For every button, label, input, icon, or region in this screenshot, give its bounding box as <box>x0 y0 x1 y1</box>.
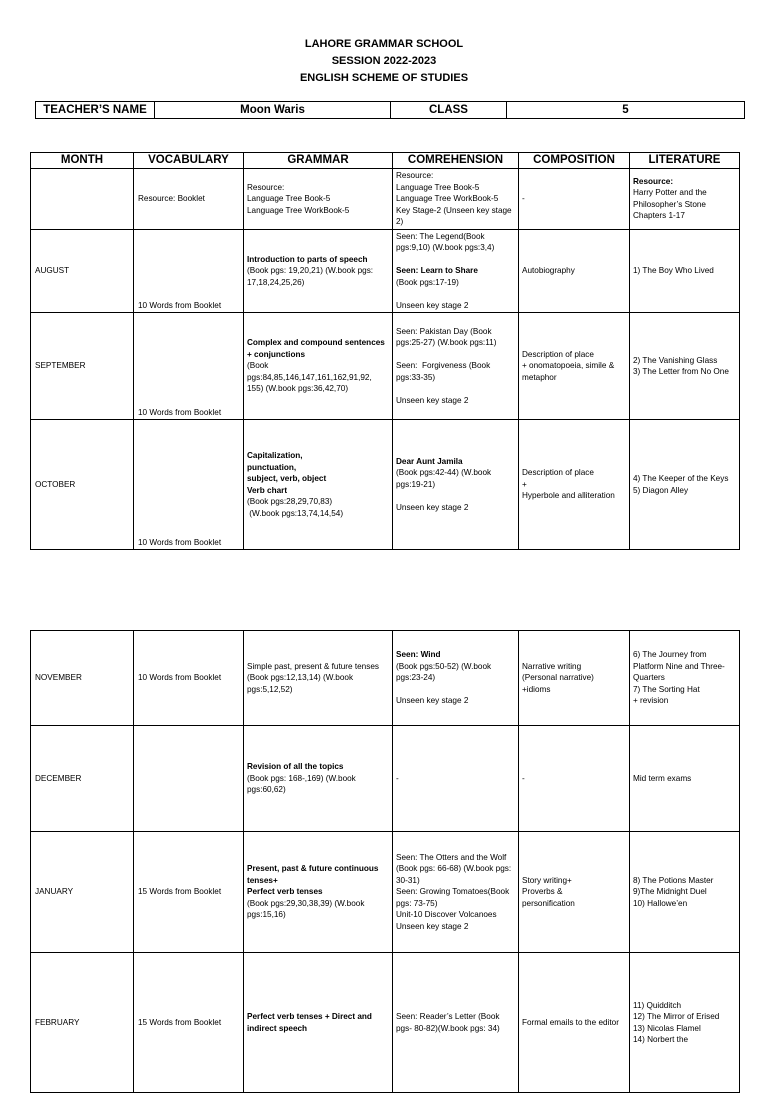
comprehension-line: Seen: Learn to Share <box>396 266 478 275</box>
literature-cell <box>630 832 740 953</box>
grammar-line: Language Tree Book-5 <box>247 194 331 203</box>
class-label: CLASS <box>391 102 507 119</box>
table-row <box>31 832 740 953</box>
month-cell: SEPTEMBER <box>31 313 134 420</box>
comprehension-line: Unseen key stage 2 <box>396 921 469 931</box>
table-row <box>31 229 740 313</box>
table-row <box>31 631 740 726</box>
vocabulary-cell: 15 Words from Booklet <box>134 953 244 1093</box>
month-cell: OCTOBER <box>31 420 134 550</box>
grammar-cell <box>244 229 393 313</box>
comprehension-line: Unseen key stage 2 <box>396 696 469 706</box>
document-header <box>0 36 768 87</box>
grammar-line: Present, past & future continuous tenses+ <box>247 864 381 885</box>
teacher-name-label: TEACHER’S NAME <box>36 102 155 119</box>
grammar-line: Capitalization, <box>247 451 303 460</box>
comprehension-line: Seen: Reader’s Letter (Book pgs- 80-82)(W.book pgs: 34) <box>396 1012 502 1033</box>
table-row <box>31 420 740 550</box>
composition-cell <box>519 726 630 832</box>
grammar-line: Language Tree WorkBook-5 <box>247 205 350 215</box>
grammar-cell <box>244 169 393 230</box>
composition-line: Story writing+ <box>522 875 572 885</box>
comprehension-line: Unit-10 Discover Volcanoes <box>396 910 497 920</box>
vocabulary-cell: 10 Words from Booklet <box>134 631 244 726</box>
comprehension-line <box>396 490 515 502</box>
comprehension-line: Unseen key stage 2 <box>396 395 469 405</box>
literature-cell <box>630 229 740 313</box>
literature-line: 11) Quidditch <box>633 1000 682 1010</box>
month-cell: NOVEMBER <box>31 631 134 726</box>
vocabulary-cell: 10 Words from Booklet <box>134 420 244 550</box>
teacher-name-value: Moon Waris <box>155 102 391 119</box>
grammar-line: subject, verb, object <box>247 474 327 483</box>
comprehension-line: Seen: Growing Tomatoes(Book pgs: 73-75) <box>396 887 512 908</box>
table-row <box>31 726 740 832</box>
comprehension-line: (Book pgs:42-44) (W.book pgs:19-21) <box>396 468 494 489</box>
comprehension-line: Language Tree Book-5 <box>396 182 480 192</box>
vocabulary-cell: 10 Words from Booklet <box>134 229 244 313</box>
col-header-month: MONTH <box>31 153 134 169</box>
composition-line: (Personal narrative) <box>522 673 594 683</box>
grammar-line: (Book pgs: 19,20,21) (W.book pgs: 17,18,24,25,26) <box>247 266 376 287</box>
comprehension-line: (Book pgs:17-19) <box>396 277 459 287</box>
scheme-title: ENGLISH SCHEME OF STUDIES <box>299 72 469 84</box>
comprehension-line: Seen: The Otters and the Wolf (Book pgs: 66-68) (W.book pgs: 30-31) <box>396 852 514 885</box>
literature-line: 12) The Mirror of Erised <box>633 1012 720 1021</box>
comprehension-line <box>396 349 515 361</box>
grammar-line: (Book pgs: 168-,169) (W.book pgs:60,62) <box>247 773 359 795</box>
composition-line: Formal emails to the editor <box>522 1017 619 1027</box>
comprehension-line: - <box>396 773 399 783</box>
grammar-line: (Book pgs:84,85,146,147,161,162,91,92, 155) (W.book pgs:36,42,70) <box>247 361 375 394</box>
composition-line: Description of place <box>522 468 594 478</box>
vocabulary-cell: 10 Words from Booklet <box>134 313 244 420</box>
comprehension-cell <box>393 313 519 420</box>
comprehension-line <box>396 254 515 266</box>
composition-line: + onomatopoeia, simile & metaphor <box>522 361 617 382</box>
grammar-line: Introduction to parts of speech <box>247 254 368 264</box>
col-header-vocabulary: VOCABULARY <box>134 153 244 169</box>
grammar-line: Revision of all the topics <box>247 762 344 772</box>
comprehension-line: Unseen key stage 2 <box>396 300 469 310</box>
literature-cell <box>630 631 740 726</box>
col-header-grammar: GRAMMAR <box>244 153 393 169</box>
vocabulary-cell: Resource: Booklet <box>134 169 244 230</box>
grammar-line: Verb chart <box>247 485 288 495</box>
grammar-cell <box>244 953 393 1093</box>
month-cell: DECEMBER <box>31 726 134 832</box>
grammar-line: punctuation, <box>247 462 297 472</box>
composition-cell <box>519 832 630 953</box>
literature-line: Harry Potter and the Philosopher’s Stone <box>633 188 710 209</box>
month-cell: FEBRUARY <box>31 953 134 1093</box>
literature-line: 9)The Midnight Duel <box>633 887 707 897</box>
school-name: LAHORE GRAMMAR SCHOOL <box>304 38 464 50</box>
comprehension-cell <box>393 953 519 1093</box>
grammar-line: Complex and compound sentences + conjunctions <box>247 338 388 359</box>
teacher-info-table <box>35 101 745 119</box>
comprehension-cell <box>393 420 519 550</box>
literature-cell <box>630 313 740 420</box>
composition-line: +idioms <box>522 684 551 694</box>
grammar-line: Resource: <box>247 182 285 192</box>
header-row <box>31 153 740 169</box>
col-header-literature: LITERATURE <box>630 153 740 169</box>
grammar-line: (Book pgs:29,30,38,39) (W.book pgs:15,16) <box>247 898 367 920</box>
composition-cell <box>519 953 630 1093</box>
comprehension-line: (Book pgs:50-52) (W.book pgs:23-24) <box>396 661 494 683</box>
col-header-comprehension: COMREHENSION <box>393 153 519 169</box>
composition-cell <box>519 631 630 726</box>
composition-line: Autobiography <box>522 266 575 275</box>
grammar-line: (Book pgs:28,29,70,83) <box>247 497 333 506</box>
literature-line: 7) The Sorting Hat <box>633 684 700 694</box>
literature-cell <box>630 953 740 1093</box>
comprehension-cell <box>393 631 519 726</box>
comprehension-line: Resource: <box>396 171 434 180</box>
month-cell: JANUARY <box>31 832 134 953</box>
grammar-line: Perfect verb tenses + Direct and indirect speech <box>247 1012 375 1033</box>
literature-line: 3) The Letter from No One <box>633 367 729 376</box>
literature-cell <box>630 169 740 230</box>
literature-cell <box>630 420 740 550</box>
composition-line: Narrative writing <box>522 661 582 671</box>
composition-cell <box>519 420 630 550</box>
grammar-cell <box>244 420 393 550</box>
comprehension-line: Language Tree WorkBook-5 <box>396 194 499 203</box>
table-row <box>31 169 740 230</box>
composition-line: personification <box>522 898 575 908</box>
col-header-composition: COMPOSITION <box>519 153 630 169</box>
comprehension-line: Unseen key stage 2 <box>396 502 469 512</box>
composition-line: - <box>522 194 525 203</box>
literature-line: 8) The Potions Master <box>633 875 714 885</box>
comprehension-line <box>396 684 515 696</box>
composition-line: Description of place <box>522 349 594 359</box>
grammar-cell <box>244 832 393 953</box>
literature-line: 5) Diagon Alley <box>633 485 689 495</box>
literature-line: + revision <box>633 696 669 706</box>
literature-line: 1) The Boy Who Lived <box>633 266 714 275</box>
grammar-line: (W.book pgs:13,74,14,54) <box>247 508 344 518</box>
grammar-cell <box>244 631 393 726</box>
literature-line: Resource: <box>633 176 674 186</box>
vocabulary-cell: 15 Words from Booklet <box>134 832 244 953</box>
composition-cell <box>519 229 630 313</box>
composition-line: + <box>522 479 527 489</box>
composition-line: Proverbs & <box>522 887 563 897</box>
literature-line: 14) Norbert the <box>633 1035 689 1044</box>
comprehension-line: Seen: Pakistan Day (Book pgs:25-27) (W.book pgs:11) <box>396 326 497 348</box>
composition-line: Hyperbole and alliteration <box>522 491 615 501</box>
literature-line: 4) The Keeper of the Keys <box>633 474 729 483</box>
grammar-cell <box>244 726 393 832</box>
session-title: SESSION 2022-2023 <box>331 55 437 67</box>
comprehension-line: Key Stage-2 (Unseen key stage 2) <box>396 205 514 226</box>
literature-line: 10) Hallowe’en <box>633 898 688 908</box>
comprehension-line: Dear Aunt Jamila <box>396 456 463 466</box>
table-row <box>31 313 740 420</box>
literature-cell <box>630 726 740 832</box>
literature-line: 6) The Journey from Platform Nine and Three-Quarters <box>633 650 725 683</box>
month-cell <box>31 169 134 230</box>
grammar-cell <box>244 313 393 420</box>
vocabulary-cell <box>134 726 244 832</box>
comprehension-line: Seen: The Legend(Book pgs:9,10) (W.book pgs:3,4) <box>396 231 495 252</box>
month-cell: AUGUST <box>31 229 134 313</box>
comprehension-line <box>396 288 515 300</box>
scheme-table-1 <box>30 152 740 550</box>
composition-cell <box>519 169 630 230</box>
comprehension-cell <box>393 726 519 832</box>
class-value: 5 <box>507 102 745 119</box>
comprehension-cell <box>393 169 519 230</box>
table-row <box>31 953 740 1093</box>
comprehension-line <box>396 383 515 395</box>
literature-line: Mid term exams <box>633 773 692 783</box>
grammar-line: Perfect verb tenses <box>247 887 323 897</box>
literature-line: 13) Nicolas Flamel <box>633 1023 701 1033</box>
composition-line: - <box>522 773 525 783</box>
comprehension-cell <box>393 832 519 953</box>
composition-cell <box>519 313 630 420</box>
comprehension-cell <box>393 229 519 313</box>
literature-line: 2) The Vanishing Glass <box>633 355 718 365</box>
comprehension-line: Seen: Forgiveness (Book pgs:33-35) <box>396 361 493 382</box>
literature-line: Chapters 1-17 <box>633 211 685 221</box>
comprehension-line: Seen: Wind <box>396 650 441 660</box>
grammar-line: Simple past, present & future tenses (Book pgs:12,13,14) (W.book pgs:5,12,52) <box>247 661 382 694</box>
